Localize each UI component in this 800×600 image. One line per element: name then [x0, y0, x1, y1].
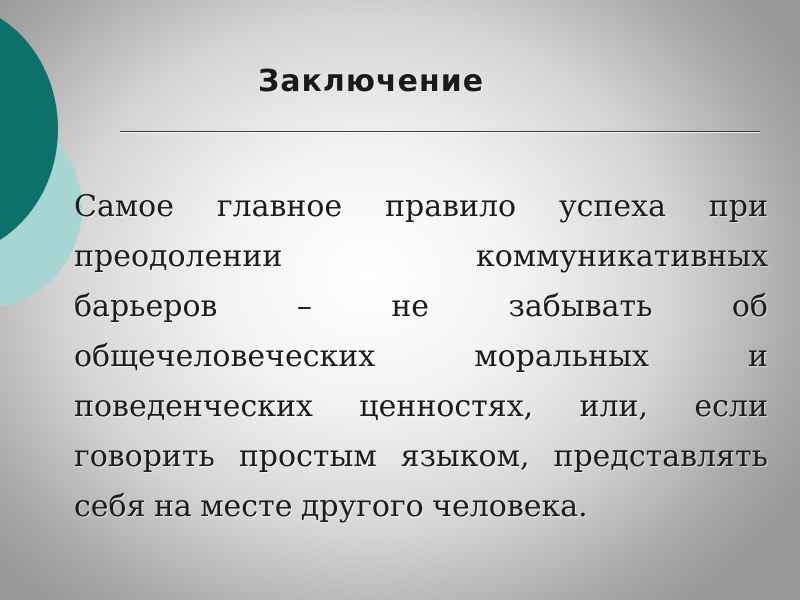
word: представлять [553, 439, 768, 474]
word: на [153, 489, 192, 524]
word: простым [238, 439, 377, 474]
word: не [391, 289, 430, 324]
word: главное [216, 189, 343, 224]
word: языком, [400, 439, 530, 474]
word: если [694, 389, 768, 424]
word: или, [579, 389, 649, 424]
text-line [74, 382, 768, 432]
word: коммуникативных [475, 239, 768, 274]
word: говорить [74, 439, 215, 474]
word: об [731, 289, 768, 324]
word: барьеров [74, 289, 218, 324]
word: моральных [474, 339, 649, 374]
word: ценностях, [359, 389, 534, 424]
text-line [74, 232, 768, 282]
text-line [74, 482, 768, 532]
slide-body-text [74, 182, 768, 532]
text-line [74, 332, 768, 382]
dash: – [296, 289, 312, 324]
word: Самое [74, 189, 174, 224]
word: забывать [508, 289, 653, 324]
slide-title: Заключение [258, 64, 485, 99]
word: при [708, 189, 768, 224]
word: успеха [558, 189, 666, 224]
word: и [748, 339, 768, 374]
text-line [74, 282, 768, 332]
word: человека. [432, 489, 588, 524]
word: другого [300, 489, 424, 524]
word: общечеловеческих [74, 339, 376, 374]
text-line [74, 432, 768, 482]
text-line [74, 182, 768, 232]
word: себя [74, 489, 146, 524]
word: правило [385, 189, 517, 224]
word: поведенческих [74, 389, 313, 424]
word: преодолении [74, 239, 283, 274]
word: месте [200, 489, 293, 524]
title-divider [120, 131, 760, 132]
